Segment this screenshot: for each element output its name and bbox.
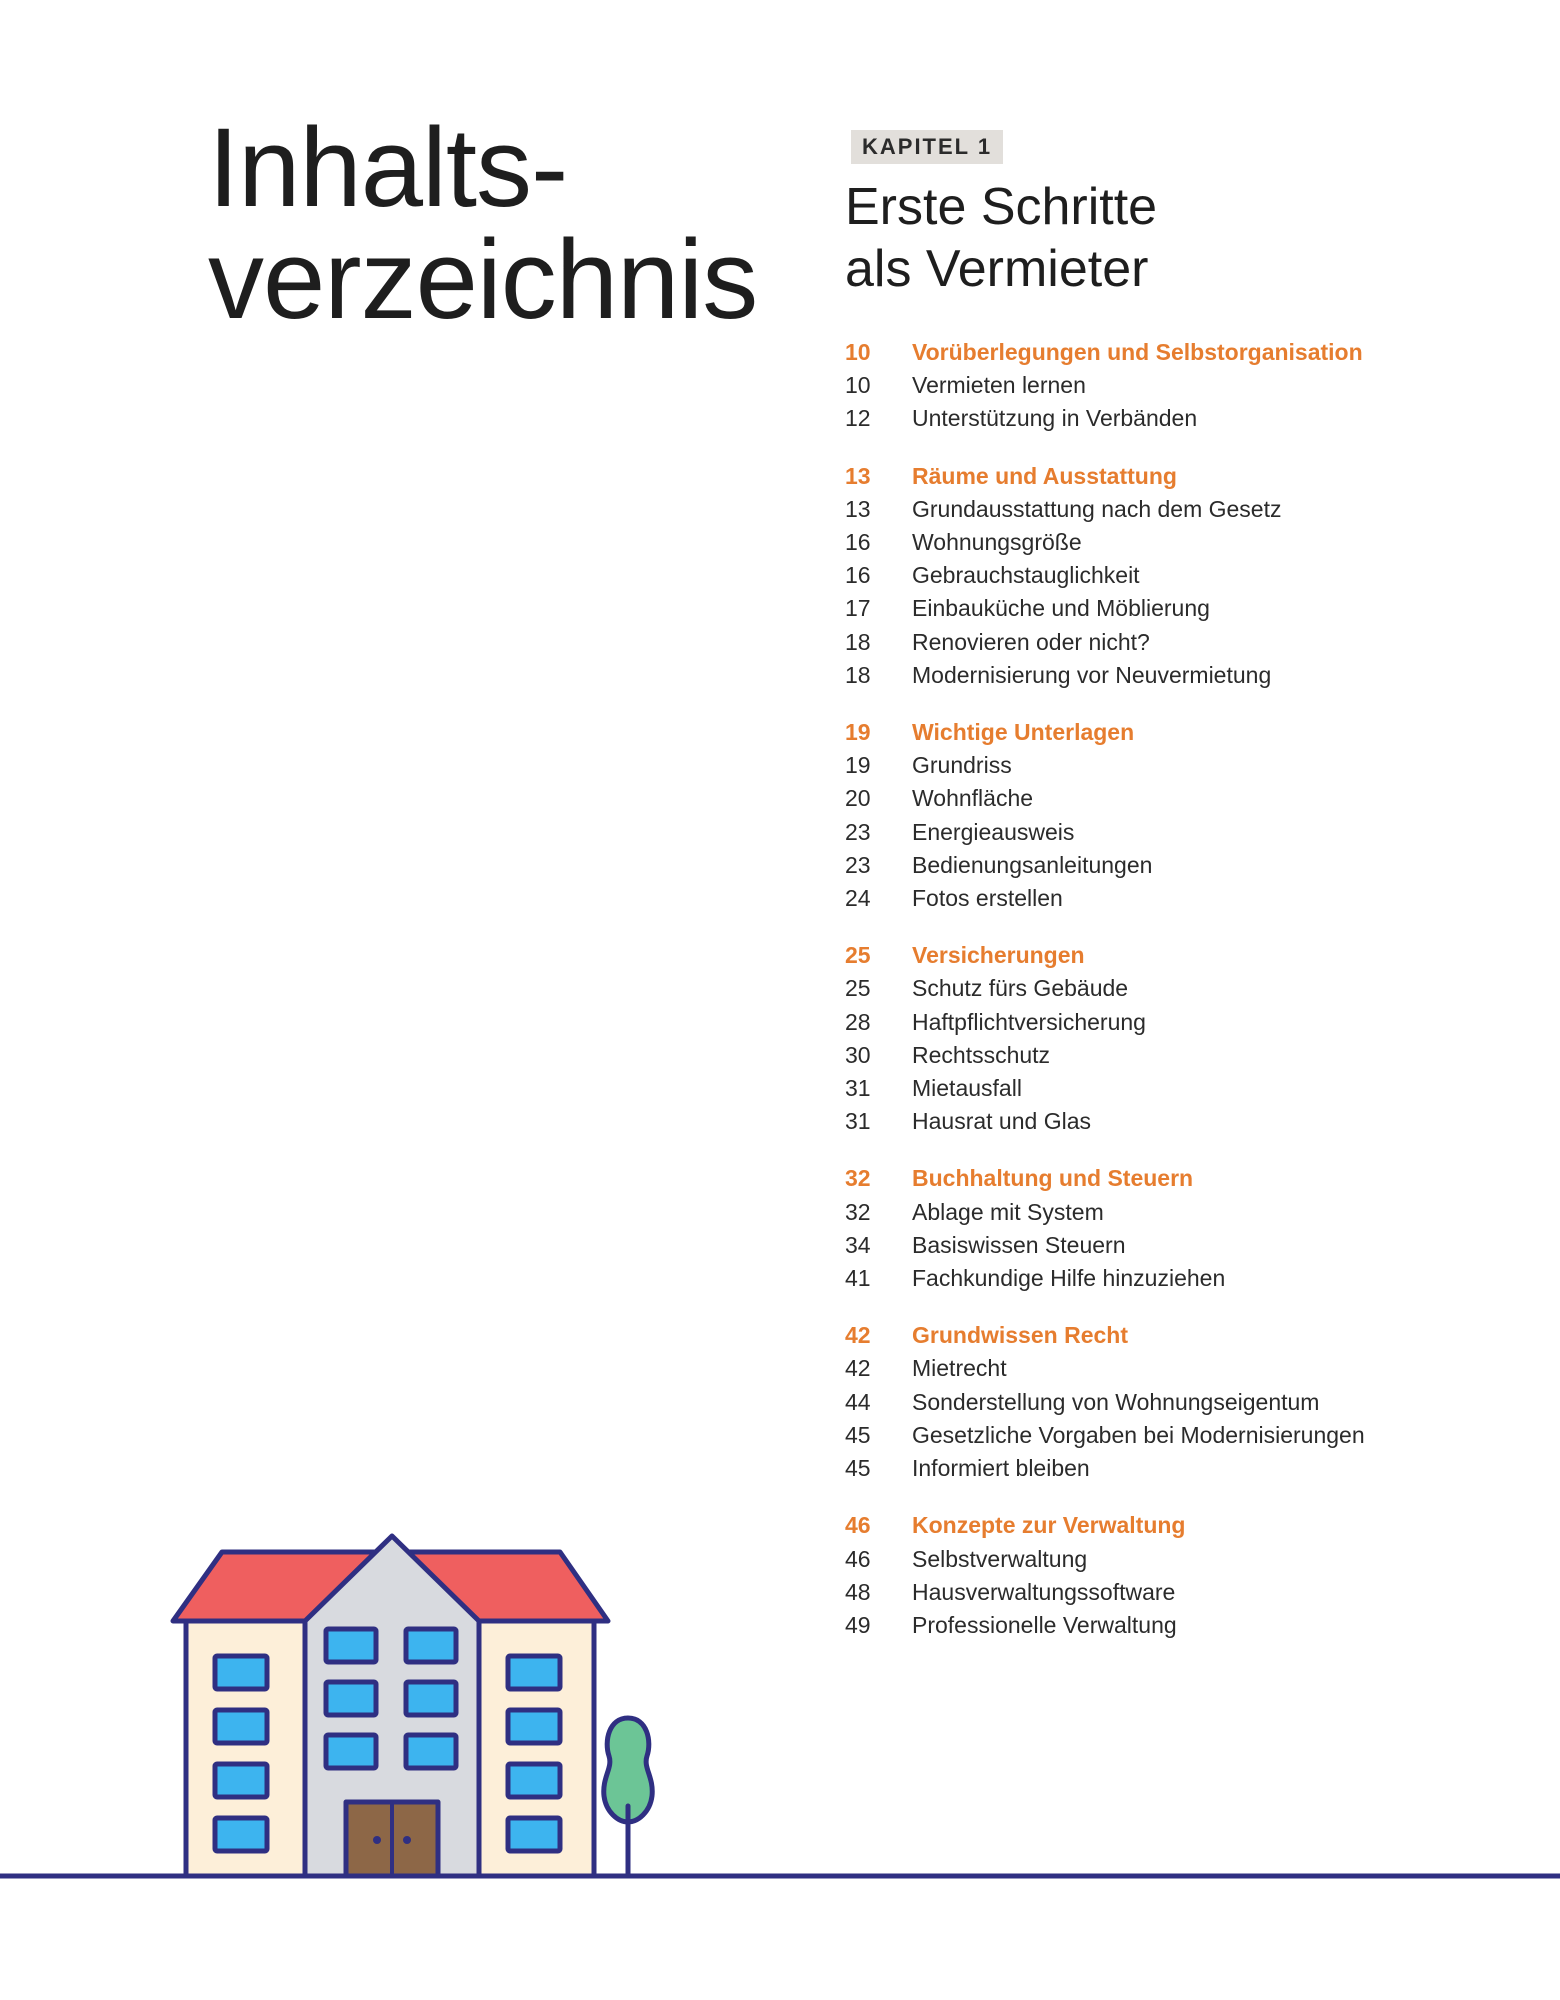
toc-page-number: 25 [845, 942, 871, 969]
toc-page-number: 42 [845, 1355, 871, 1382]
toc-item[interactable] [845, 1452, 1525, 1485]
toc-entry-title: Energieausweis [912, 818, 1075, 845]
toc-item[interactable] [845, 1072, 1525, 1105]
toc-section-heading[interactable] [845, 336, 1525, 369]
toc-entry-title: Grundriss [912, 752, 1012, 779]
toc-item[interactable] [845, 882, 1525, 915]
toc-item[interactable] [845, 559, 1525, 592]
toc-item[interactable] [845, 1229, 1525, 1262]
toc-item[interactable] [845, 1419, 1525, 1452]
apartment-building-icon [0, 1520, 1560, 1900]
toc-page-number: 24 [845, 885, 871, 912]
page-title [208, 105, 758, 342]
toc-item[interactable] [845, 659, 1525, 692]
toc-entry-title: Basiswissen Steuern [912, 1231, 1126, 1258]
toc-section-heading[interactable] [845, 1162, 1525, 1195]
toc-entry-title: Sonderstellung von Wohnungseigentum [912, 1388, 1320, 1415]
page-title-line-2: verzeichnis [208, 217, 758, 342]
toc-item[interactable] [845, 849, 1525, 882]
toc-section-heading[interactable] [845, 716, 1525, 749]
toc-entry-title: Schutz fürs Gebäude [912, 975, 1129, 1002]
toc-page-number: 49 [845, 1611, 871, 1638]
toc-entry-title: Konzepte zur Verwaltung [912, 1512, 1186, 1539]
toc-item[interactable] [845, 1039, 1525, 1072]
toc-entry-title: Mietausfall [912, 1075, 1022, 1102]
toc-item[interactable] [845, 526, 1525, 559]
toc-entry-title: Fotos erstellen [912, 885, 1063, 912]
toc-page-number: 16 [845, 562, 871, 589]
toc-page-number: 19 [845, 752, 871, 779]
table-of-contents [845, 336, 1525, 1666]
toc-item[interactable] [845, 592, 1525, 625]
toc-entry-title: Fachkundige Hilfe hinzuziehen [912, 1265, 1226, 1292]
toc-page-number: 10 [845, 372, 871, 399]
toc-entry-title: Mietrecht [912, 1355, 1007, 1382]
toc-section-heading[interactable] [845, 939, 1525, 972]
toc-page-number: 32 [845, 1198, 871, 1225]
toc-section [845, 336, 1525, 436]
toc-page-number: 12 [845, 405, 871, 432]
toc-item[interactable] [845, 972, 1525, 1005]
toc-entry-title: Grundwissen Recht [912, 1322, 1128, 1349]
toc-section-heading[interactable] [845, 1319, 1525, 1352]
toc-page-number: 13 [845, 462, 871, 489]
toc-entry-title: Unterstützung in Verbänden [912, 405, 1198, 432]
toc-entry-title: Wohnfläche [912, 785, 1034, 812]
chapter-badge: KAPITEL 1 [851, 130, 1003, 164]
toc-page-number: 10 [845, 339, 871, 365]
toc-item[interactable] [845, 626, 1525, 659]
toc-page-number: 46 [845, 1545, 871, 1572]
toc-page-number: 16 [845, 529, 871, 556]
toc-item[interactable] [845, 369, 1525, 402]
toc-entry-title: Ablage mit System [912, 1198, 1104, 1225]
chapter-title-line-1: Erste Schritte [845, 178, 1158, 236]
toc-page-number: 18 [845, 628, 871, 655]
toc-section-heading[interactable] [845, 460, 1525, 493]
toc-entry-title: Informiert bleiben [912, 1455, 1090, 1482]
toc-page-number: 34 [845, 1231, 871, 1258]
toc-item[interactable] [845, 1196, 1525, 1229]
toc-entry-title: Versicherungen [912, 942, 1085, 969]
toc-entry-title: Einbauküche und Möblierung [912, 595, 1210, 622]
toc-item[interactable] [845, 782, 1525, 815]
toc-item[interactable] [845, 1006, 1525, 1039]
toc-item[interactable] [845, 816, 1525, 849]
toc-entry-title: Grundausstattung nach dem Gesetz [912, 495, 1282, 522]
toc-item[interactable] [845, 1105, 1525, 1138]
toc-item[interactable] [845, 1352, 1525, 1385]
toc-page-number: 44 [845, 1388, 871, 1415]
toc-page-number: 23 [845, 851, 871, 878]
toc-page-number: 32 [845, 1165, 871, 1192]
toc-page-number: 42 [845, 1322, 871, 1349]
toc-page-number: 23 [845, 818, 871, 845]
toc-entry-title: Rechtsschutz [912, 1041, 1051, 1068]
toc-entry-title: Selbstverwaltung [912, 1545, 1088, 1572]
toc-entry-title: Bedienungsanleitungen [912, 851, 1153, 878]
toc-entry-title: Räume und Ausstattung [912, 462, 1177, 489]
toc-item[interactable] [845, 749, 1525, 782]
toc-page-number: 45 [845, 1421, 871, 1448]
toc-section [845, 1162, 1525, 1295]
toc-entry-title: Professionelle Verwaltung [912, 1611, 1177, 1638]
toc-entry-title: Haftpflichtversicherung [912, 1008, 1146, 1035]
toc-entry-title: Buchhaltung und Steuern [912, 1165, 1194, 1192]
toc-page-number: 13 [845, 495, 871, 522]
toc-page-number: 45 [845, 1455, 871, 1482]
toc-page-number: 17 [845, 595, 871, 622]
toc-item[interactable] [845, 1386, 1525, 1419]
toc-page-number: 31 [845, 1075, 871, 1102]
toc-item[interactable] [845, 402, 1525, 435]
page-title-line-1: Inhalts- [208, 105, 568, 230]
chapter-title-line-2: als Vermieter [845, 240, 1149, 298]
toc-page-number: 20 [845, 785, 871, 812]
toc-page-number: 18 [845, 661, 871, 688]
toc-entry-title: Wichtige Unterlagen [912, 719, 1135, 746]
toc-entry-title: Hausrat und Glas [912, 1108, 1091, 1135]
toc-section [845, 460, 1525, 692]
toc-section [845, 1319, 1525, 1485]
chapter-title [845, 176, 1157, 300]
toc-entry-title: Vermieten lernen [912, 372, 1086, 399]
toc-item[interactable] [845, 493, 1525, 526]
toc-entry-title: Modernisierung vor Neuvermietung [912, 661, 1272, 688]
toc-entry-title: Wohnungsgröße [912, 529, 1082, 556]
toc-entry-title: Gesetzliche Vorgaben bei Modernisierungen [912, 1421, 1365, 1448]
toc-entry-title: Gebrauchstauglichkeit [912, 562, 1140, 589]
toc-page-number: 30 [845, 1041, 871, 1068]
toc-page-number: 25 [845, 975, 871, 1002]
toc-section [845, 716, 1525, 915]
toc-section [845, 939, 1525, 1138]
toc-page-number: 41 [845, 1265, 871, 1292]
toc-item[interactable] [845, 1262, 1525, 1295]
toc-page-number: 48 [845, 1578, 871, 1605]
toc-entry-title: Vorüberlegungen und Selbstorganisation [912, 339, 1363, 365]
toc-page-number: 19 [845, 719, 871, 746]
toc-entry-title: Renovieren oder nicht? [912, 628, 1150, 655]
toc-page-number: 28 [845, 1008, 871, 1035]
toc-entry-title: Hausverwaltungssoftware [912, 1578, 1176, 1605]
toc-page-number: 46 [845, 1512, 871, 1539]
toc-page-number: 31 [845, 1108, 871, 1135]
